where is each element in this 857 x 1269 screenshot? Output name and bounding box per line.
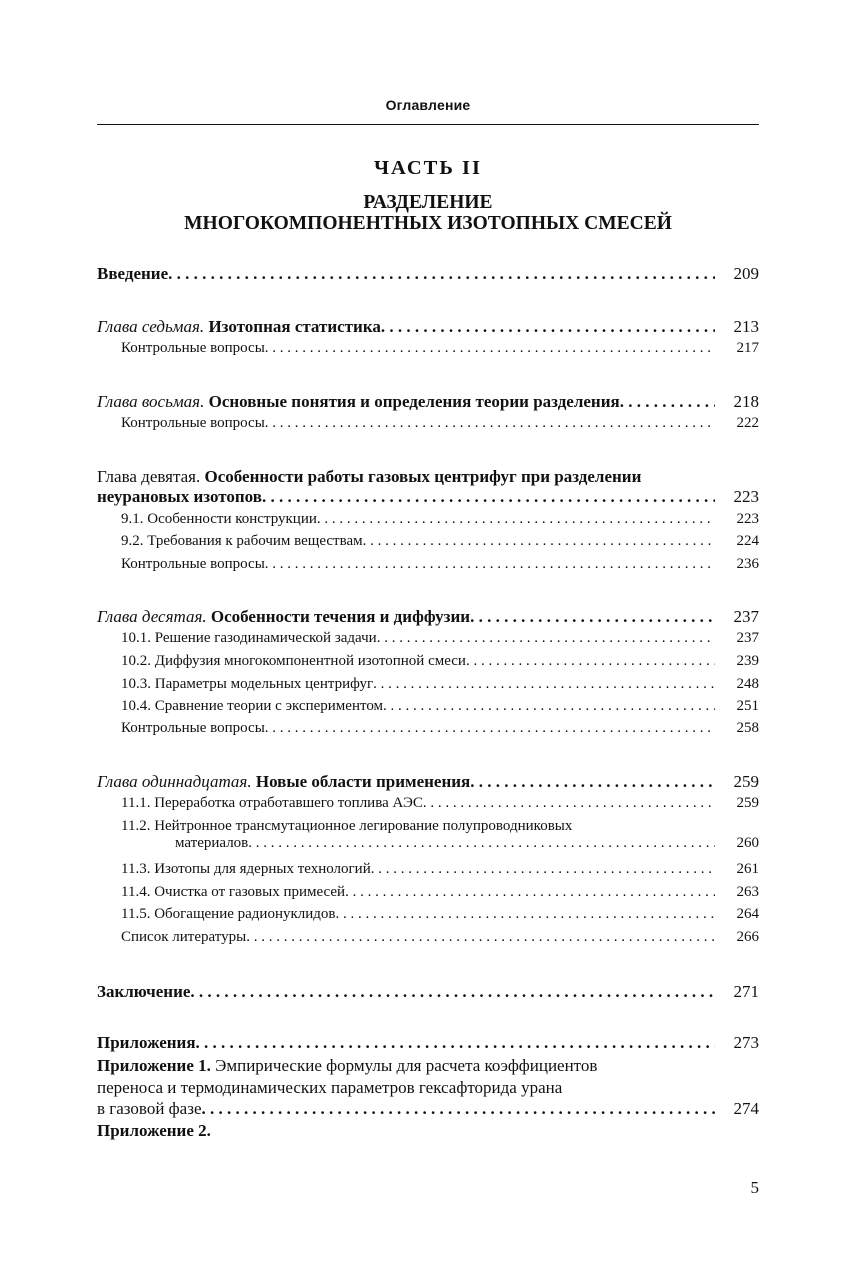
section-title: 10.1. Решение газодинамической задачи — [121, 630, 377, 646]
dot-leader — [246, 929, 715, 946]
chapter-prefix: Глава десятая. — [97, 607, 207, 626]
toc-entry-title: Заключение — [97, 982, 191, 1001]
toc-entry-ch7-questions[interactable] — [97, 340, 759, 357]
toc-entry-title: Введение — [97, 264, 169, 283]
page-ref: 237 — [733, 607, 759, 626]
toc-entry-appendix-2[interactable] — [97, 1121, 759, 1141]
part-label: ЧАСТЬ II — [374, 157, 482, 179]
toc-entry-10-4[interactable] — [97, 698, 759, 715]
page-number: 5 — [750, 1178, 759, 1197]
section-title-line1: 11.2. Нейтронное трансмутационное легирование полупроводниковых — [121, 818, 573, 834]
page-ref: 271 — [733, 982, 759, 1001]
dot-leader — [196, 1033, 715, 1053]
chapter-title: Новые области применения — [255, 772, 471, 791]
page-ref: 259 — [733, 772, 759, 791]
toc-entry-11-2[interactable] — [97, 818, 759, 852]
toc-entry-chapter-9[interactable] — [97, 467, 759, 507]
toc-entry-chapter-8[interactable] — [97, 392, 759, 412]
dot-leader — [168, 264, 715, 284]
appendix-label: Приложение 1. — [97, 1056, 211, 1075]
toc-entry-chapter-10[interactable] — [97, 607, 759, 627]
dot-leader — [363, 533, 715, 550]
chapter-title: Основные понятия и определения теории разделения — [208, 392, 620, 411]
dot-leader — [265, 340, 715, 357]
section-title: 9.1. Особенности конструкции — [121, 511, 317, 527]
appendix-title-line2: переноса и термодинамических параметров гексафторида урана — [97, 1077, 563, 1097]
dot-leader — [317, 511, 715, 528]
page-ref: 223 — [733, 487, 759, 506]
page-ref: 260 — [736, 835, 759, 851]
dot-leader — [371, 861, 715, 878]
chapter-prefix: Глава одиннадцатая. — [97, 772, 252, 791]
page-ref: 222 — [736, 415, 759, 431]
toc-entry-appendix-1[interactable] — [97, 1055, 759, 1120]
page-ref: 261 — [736, 861, 759, 877]
toc-entry-11-1[interactable] — [97, 795, 759, 812]
toc-entry-11-3[interactable] — [97, 861, 759, 878]
chapter-title: Особенности течения и диффузии — [210, 607, 471, 626]
part-title-line2: МНОГОКОМПОНЕНТНЫХ ИЗОТОПНЫХ СМЕСЕЙ — [184, 213, 672, 234]
section-title: 11.1. Переработка отработавшего топлива АЭС — [121, 795, 423, 811]
page-ref: 263 — [736, 884, 759, 900]
toc-entry-references[interactable] — [97, 929, 759, 946]
section-title: 11.4. Очистка от газовых примесей — [121, 884, 346, 900]
chapter-title-line2: неурановых изотопов — [97, 487, 262, 506]
page-ref: 213 — [733, 317, 759, 336]
running-head: Оглавление — [385, 97, 471, 113]
dot-leader — [265, 415, 715, 432]
appendix-label: Приложение 2. — [97, 1121, 211, 1140]
page-ref: 218 — [733, 392, 759, 411]
section-title: 10.4. Сравнение теории с экспериментом — [121, 698, 384, 714]
dot-leader — [373, 676, 715, 693]
dot-leader — [190, 982, 715, 1002]
page-ref: 217 — [736, 340, 759, 356]
toc-entry-10-3[interactable] — [97, 676, 759, 693]
dot-leader — [265, 720, 715, 737]
dot-leader — [262, 487, 715, 507]
appendix-title-line3: в газовой фазе — [97, 1099, 202, 1118]
page-ref: 266 — [736, 929, 759, 945]
chapter-prefix: Глава восьмая. — [97, 392, 205, 411]
toc-entry-ch8-questions[interactable] — [97, 415, 759, 432]
section-title: 11.5. Обогащение радионуклидов — [121, 906, 336, 922]
section-title: Список литературы — [121, 929, 247, 945]
page-ref: 248 — [736, 676, 759, 692]
page — [97, 0, 759, 1269]
toc-entry-chapter-11[interactable] — [97, 772, 759, 792]
section-title: 11.3. Изотопы для ядерных технологий — [121, 861, 371, 877]
page-ref: 274 — [733, 1099, 759, 1118]
toc-entry-conclusion[interactable] — [97, 982, 759, 1002]
toc-entry-9-2[interactable] — [97, 533, 759, 550]
toc-entry-title: Приложения — [97, 1033, 196, 1052]
page-ref: 273 — [733, 1033, 759, 1052]
dot-leader — [265, 556, 715, 573]
page-ref: 259 — [736, 795, 759, 811]
section-title: Контрольные вопросы — [121, 556, 265, 572]
dot-leader — [383, 698, 715, 715]
page-ref: 258 — [736, 720, 759, 736]
section-title-line2: материалов — [175, 835, 249, 851]
toc-entry-10-1[interactable] — [97, 630, 759, 647]
chapter-prefix: Глава девятая. — [97, 467, 201, 486]
dot-leader — [248, 835, 715, 852]
page-ref: 239 — [736, 653, 759, 669]
dot-leader — [381, 317, 715, 337]
dot-leader — [466, 653, 715, 670]
toc-entry-11-4[interactable] — [97, 884, 759, 901]
toc-entry-ch9-questions[interactable] — [97, 556, 759, 573]
page-ref: 209 — [733, 264, 759, 283]
section-title: 10.3. Параметры модельных центрифуг — [121, 676, 374, 692]
toc-entry-11-5[interactable] — [97, 906, 759, 923]
header-rule — [97, 124, 759, 125]
page-ref: 223 — [736, 511, 759, 527]
page-ref: 224 — [736, 533, 759, 549]
toc-entry-intro[interactable] — [97, 264, 759, 284]
chapter-title: Изотопная статистика — [208, 317, 381, 336]
page-ref: 251 — [736, 698, 759, 714]
toc-entry-ch10-questions[interactable] — [97, 720, 759, 737]
toc-entry-9-1[interactable] — [97, 511, 759, 528]
page-ref: 236 — [736, 556, 759, 572]
part-title — [97, 192, 759, 234]
section-title: 10.2. Диффузия многокомпонентной изотопной смеси — [121, 653, 466, 669]
page-ref: 237 — [736, 630, 759, 646]
appendix-title-line1: Эмпирические формулы для расчета коэффициентов — [215, 1056, 598, 1075]
chapter-prefix: Глава седьмая. — [97, 317, 205, 336]
toc-entry-10-2[interactable] — [97, 653, 759, 670]
dot-leader — [470, 772, 715, 792]
part-title-line1: РАЗДЕЛЕНИЕ — [363, 192, 493, 213]
chapter-title-line1: Особенности работы газовых центрифуг при разделении — [204, 467, 642, 486]
toc-entry-chapter-7[interactable] — [97, 317, 759, 337]
section-title: Контрольные вопросы — [121, 720, 265, 736]
dot-leader — [345, 884, 715, 901]
section-title: Контрольные вопросы — [121, 415, 265, 431]
dot-leader — [202, 1098, 716, 1120]
dot-leader — [423, 795, 715, 812]
dot-leader — [377, 630, 715, 647]
dot-leader — [336, 906, 716, 923]
section-title: Контрольные вопросы — [121, 340, 265, 356]
toc-entry-appendices[interactable] — [97, 1033, 759, 1053]
dot-leader — [620, 392, 715, 412]
section-title: 9.2. Требования к рабочим веществам — [121, 533, 363, 549]
page-ref: 264 — [736, 906, 759, 922]
dot-leader — [470, 607, 715, 627]
